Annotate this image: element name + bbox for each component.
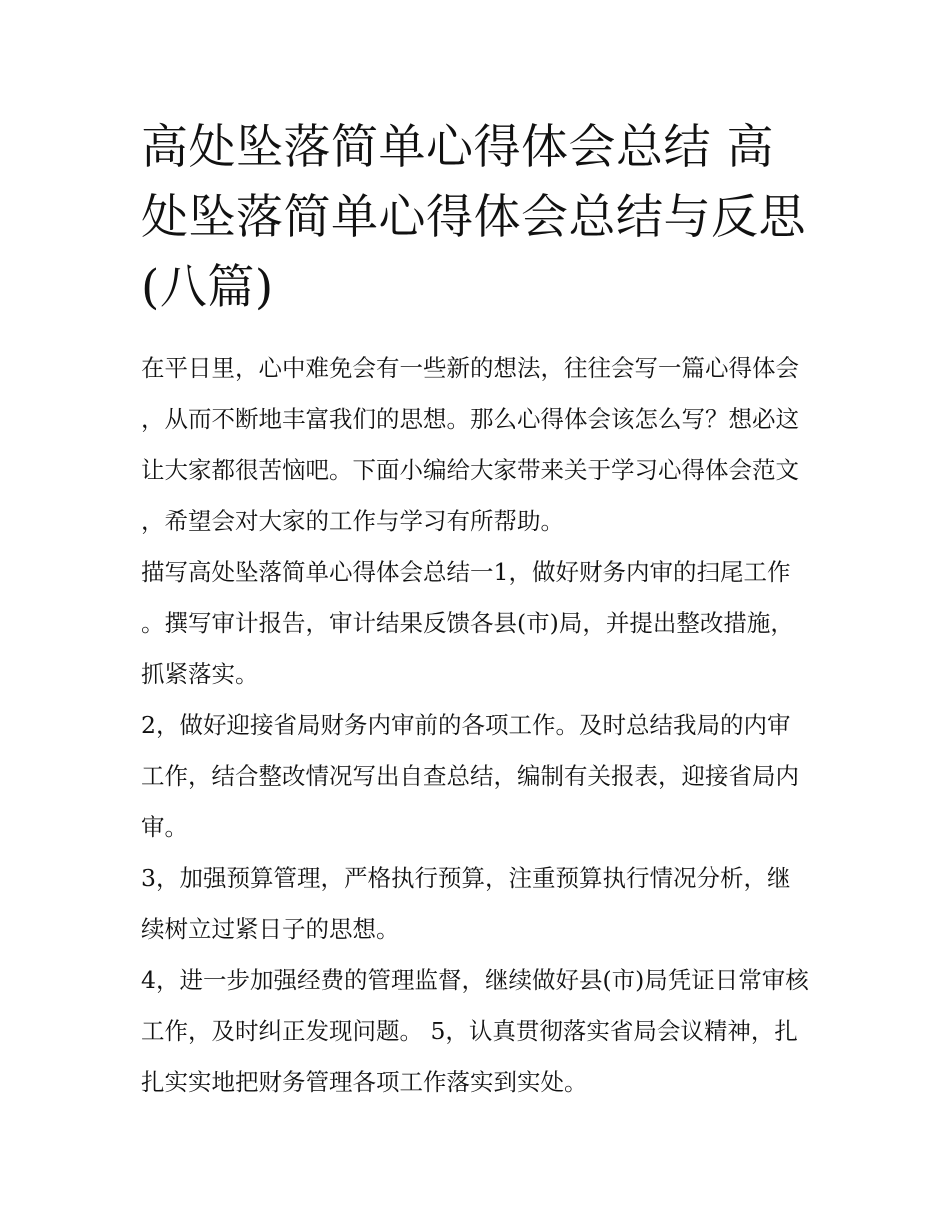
document-body <box>141 113 813 1108</box>
body-paragraph-4: 4，进一步加强经费的管理监督，继续做好县(市)局凭证日常审核工作，及时纠正发现问题。 5，认真贯彻落实省局会议精神，扎扎实实地把财务管理各项工作落实到实处。 <box>141 966 809 1096</box>
body-paragraph-1: 描写高处坠落简单心得体会总结一1，做好财务内审的扫尾工作。撰写审计报告，审计结果反馈各县(市)局，并提出整改措施，抓紧落实。 <box>141 558 794 688</box>
body-paragraph-2: 2，做好迎接省局财务内审前的各项工作。及时总结我局的内审工作，结合整改情况写出自查总结，编制有关报表，迎接省局内审。 <box>141 711 799 841</box>
body-paragraph-3: 3，加强预算管理，严格执行预算，注重预算执行情况分析，继续树立过紧日子的思想。 <box>141 864 791 943</box>
document-title: 高处坠落简单心得体会总结 高处坠落简单心得体会总结与反思(八篇) <box>141 120 806 315</box>
intro-paragraph: 在平日里，心中难免会有一些新的想法，往往会写一篇心得体会，从而不断地丰富我们的思想。那么心得体会该怎么写？想必这让大家都很苦恼吧。下面小编给大家带来关于学习心得体会范文，希望会对大家的工作与学习有所帮助。 <box>141 354 799 535</box>
